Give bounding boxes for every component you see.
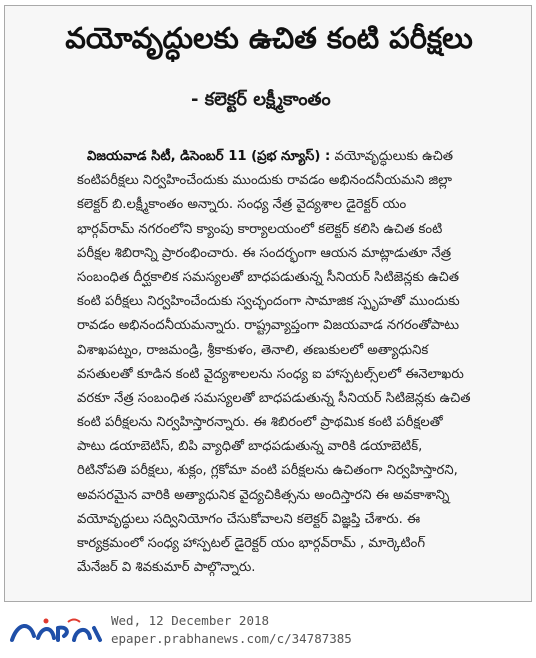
article-line: పరీక్షల శిబిరాన్ని ప్రారంభించారు. ఈ సందర్భంగా ఆయన మాట్లాడుతూ నేత్ర (77, 245, 452, 261)
article-headline: వయోవృద్ధులకు ఉచిత కంటి పరీక్షలు (65, 21, 473, 55)
article-line: విశాఖపట్నం, రాజమండ్రి, శ్రీకాకుళం, తెనాలి, తణుకులలో అత్యాధునిక (77, 342, 429, 358)
article-byline: - కలెక్టర్ లక్ష్మీకాంతం (191, 89, 331, 110)
article-body (77, 145, 513, 580)
article-line: రావడం అభినందనీయమన్నారు. రాష్ట్రవ్యాప్తంగా విజయవాడ నగరంతోపాటు (77, 318, 460, 334)
article-line: మేనేజర్ వి శివకుమార్ పాల్గొన్నారు. (77, 560, 256, 576)
publication-date: Wed, 12 December 2018 (111, 613, 270, 628)
andhraprabha-logo (8, 616, 104, 646)
article-line: కంటిపరీక్షలు నిర్వహించేందుకు ముందుకు రావడం అభినందనీయమని జిల్లా (77, 173, 452, 189)
footer-meta (111, 612, 352, 648)
article-clipping (4, 5, 532, 602)
epaper-url[interactable]: epaper.prabhanews.com/c/34787385 (111, 631, 352, 646)
dateline: విజయవాడ సిటీ, డిసెంబర్ 11 (ప్రభ న్యూస్) : (87, 149, 331, 164)
article-line: కలెక్టర్ బి.లక్ష్మీకాంతం అన్నారు. సంధ్య నేత్ర వైద్యశాల డైరెక్టర్ యం (77, 197, 407, 213)
article-line (87, 145, 513, 169)
article-line: వయోవృద్ధులు సద్వినియోగం చేసుకోవాలని కలెక్టర్ విజ్ఞప్తి చేశారు. ఈ (77, 511, 421, 527)
article-line: అవసరమైన వారికి అత్యాధునిక వైద్యచికిత్సను అందిస్తారని ఈ అవకాశాన్ని (77, 487, 450, 503)
article-line: సంబంధిత దీర్ఘకాలిక సమస్యలతో బాధపడుతున్న సీనియర్ సిటిజెన్లకు ఉచిత (77, 269, 460, 285)
article-line: వసతులతో కూడిన కంటి వైద్యశాలలను సంధ్య ఐ హాస్పటల్స్‌లలో ఈనెలాఖరు (77, 366, 464, 382)
article-line: వరకూ నేత్ర సంబంధిత సమస్యలతో బాధపడుతున్న సీనియర్ సిటిజెన్లకు ఉచిత (77, 390, 471, 406)
article-line: పాటు డయాబెటిస్, బిపి వ్యాధితో బాధపడుతున్న వారికి డయాబెటిక్, (77, 439, 423, 455)
article-line: కంటి పరీక్షలను నిర్వహిస్తారన్నారు. ఈ శిబిరంలో ప్రాథమిక కంటి పరీక్షలతో (77, 415, 443, 431)
article-line: భార్గవ్‌రామ్ నగరంలోని క్యాంపు కార్యాలయంలో కలెక్టర్ కలిసి ఉచిత కంటి (77, 221, 443, 237)
article-line: కార్యక్రమంలో సంధ్య హాస్పటల్ డైరెక్టర్ యం భార్గవ్‌రామ్ , మార్కెటింగ్ (77, 536, 426, 551)
article-line: రిటినోపతి పరీక్షలు, శుక్లం, గ్లకోమా వంటి పరీక్షలను ఉచితంగా నిర్వహిస్తారని, (77, 463, 458, 479)
article-line: కంటి పరీక్షలు నిర్వహించేందుకు స్వచ్ఛందంగా సామాజిక స్పృహతో ముందుకు (77, 294, 460, 310)
epaper-footer (0, 606, 536, 658)
article-line-text: వయోవృద్ధులుకు ఉచిత (330, 149, 453, 164)
